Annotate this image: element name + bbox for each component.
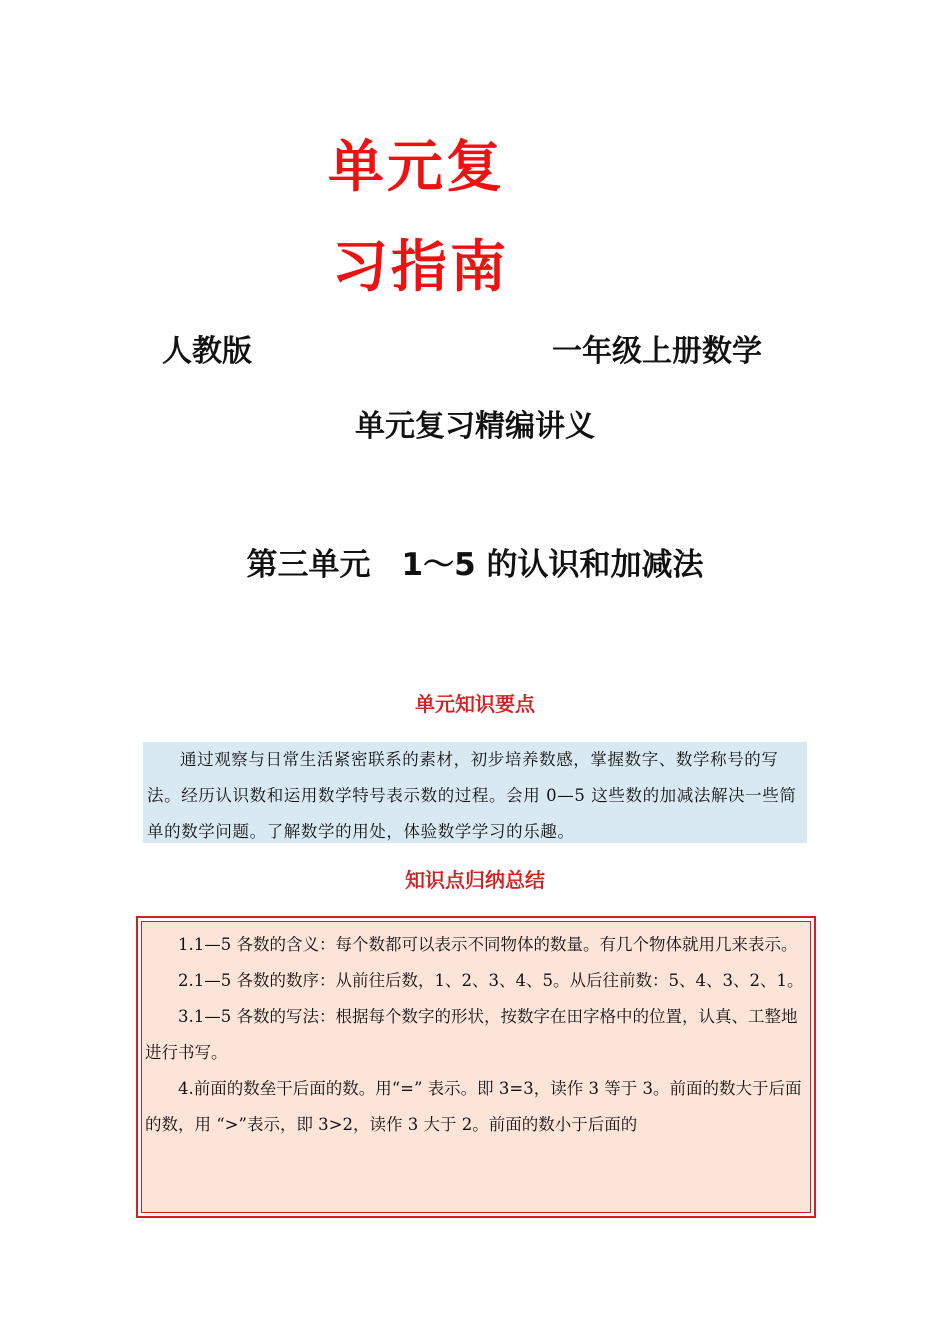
key-points-box	[143, 742, 807, 843]
summary-item: 1.1—5 各数的含义：每个数都可以表示不同物体的数量。有几个物体就用几来表示。	[178, 935, 798, 954]
summary-item: 3.1—5 各数的写法：根据每个数字的形状，按数字在田字格中的位置，认真、工整地进行书写。	[145, 1007, 798, 1062]
summary-box	[141, 921, 811, 1213]
summary-item: 2.1—5 各数的数序：从前往后数，1、2、3、4、5。从后往前数：5、4、3、2、1。	[178, 971, 804, 990]
summary-heading: 知识点归纳总结	[405, 868, 545, 892]
document-title-line-1: 单元复	[328, 135, 505, 200]
summary-item: 4.前面的数垒干后面的数。用“=” 表示。即 3=3，读作 3 等于 3。前面的数大于后面的数，用 “>”表示，即 3>2，读作 3 大于 2。前面的数小于后面的	[145, 1079, 802, 1134]
key-points-heading: 单元知识要点	[415, 692, 535, 716]
key-points-text: 通过观察与日常生活紧密联系的素材，初步培养数感，掌握数字、数学称号的写法。经历认识数和运用数学特号表示数的过程。会用 0—5 这些数的加减法解决一些简单的数学问题。了解数学的用处，体验数学学习的乐趣。	[147, 750, 797, 841]
edition-label: 人教版	[162, 334, 252, 369]
unit-title: 第三单元 1～5 的认识和加减法	[246, 547, 704, 583]
grade-label: 一年级上册数学	[552, 334, 762, 369]
document-title-line-2: 习指南	[332, 235, 509, 300]
handout-label: 单元复习精编讲义	[355, 409, 595, 444]
summary-list	[145, 927, 809, 1143]
